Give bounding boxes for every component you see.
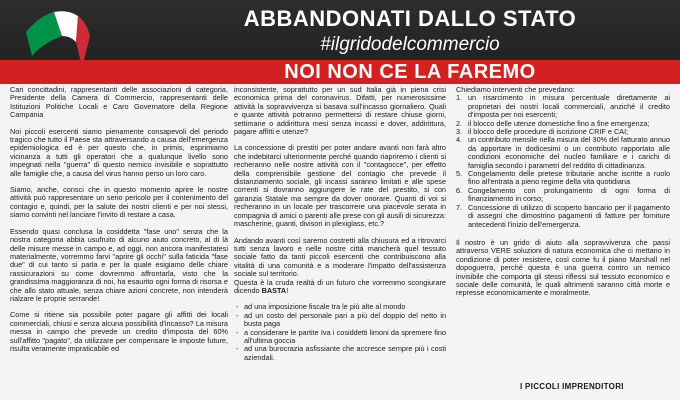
letter-body [0, 84, 680, 400]
paragraph: inconsistente, soprattutto per un sud Italia già in piena crisi economica prima del coronavirus. Difatti, per numerosissime attività la sopravvivenza si basava sull'incasso giornaliero. Quali e quante attività potranno permettersi di restare chiuse giorni, settimane o addirittura mesi senza incassi e dover, addirittura, pagare affitti e utenze? [234, 85, 446, 137]
list-item: 3. il blocco delle procedure di iscrizione CRIF e CAI; [456, 127, 629, 137]
paragraph: La concessione di prestiti per poter andare avanti non farà altro che indebitarci ulteriormente perché quando riapriremo i clienti si recheranno nelle nostre attività con il "contagocce", per effetto della comprensibile gestione del contagio che prevede il distanziamento sociale, gli incassi saranno limitati e alle spese correnti si dovranno aggiungere le rate del prestito, si con garanzia Statale ma sempre da dover onorare. Quanti di voi si recheranno in un locale per trascorrere una piacevole serata in compagnia di amici o parenti alle prese con gli ausili di sicurezza: mascherine, guanti, divisori in plexiglass, etc.? [234, 143, 446, 229]
column-2 [234, 86, 446, 368]
column-3 [456, 86, 670, 306]
list-item: 2. il blocco delle utenze domestiche fino a fine emergenza; [456, 118, 650, 128]
paragraph: Andando avanti così saremo costretti alla chiusura ed a ritrovarci tutti senza lavoro e nelle nostre città mancherà quel tessuto sociale fatto da tanti piccoli esercenti che contribuiscono alla vitalità di una comunità e a moderare l'impatto dell'assistenza sociale sul territorio. [234, 235, 446, 279]
list-item: 7. Concessione di utilizzo di scoperto bancario per il pagamento di assegni che dimostrino pagamenti di fatture per forniture antecedenti l'inizio dell'emergenza. [456, 202, 670, 229]
paragraph: Cari concittadini, rappresentanti delle associazioni di categoria, Presidente della Camera di Commercio, rappresentanti delle Istituzioni Politiche Locali e Caro Governatore della Regione Campania [10, 85, 228, 120]
list-item: 1. un risarcimento in misura percentuale direttamente ai proprietari dei nostri locali commerciali, anziché il credito d'imposta per noi esercenti; [456, 93, 670, 120]
banner-text: NOI NON CE LA FAREMO [284, 61, 536, 83]
header [0, 0, 680, 84]
paragraph: Essendo quasi conclusa la cosiddetta "fase uno" senza che la nostra categoria abbia usufruito di alcuno aiuto concreto, al di là delle misure messe in campo e, ad oggi, non ancora manifestatesi materialmente, vorremmo farvi "aprire gli occhi" sulla faticida "fase due" di cui tanto si parla e per la quale esigiamo delle chiare rassicurazioni su come dovremmo affrontarla, visto che la grandissima maggioranza di noi, ha esaurito ogni forma di risorsa e che allo stato attuale, senza chiare azioni concrete, non intenderà rialzare le proprie serrande! [10, 226, 228, 303]
list-item: - a considerare le partite Iva i cosiddetti limoni da spremere fino all'ultima goccia [234, 329, 446, 346]
page-title: ABBANDONATI DALLO STATO [243, 6, 577, 31]
paragraph: Noi piccoli esercenti siamo pienamente consapevoli del periodo tragico che tutto il Paese sta attraversando a causa dell'emergenza epidemiologica ed è per questo che, in primis, esprimiamo vicinanza a tutti gli operatori che a qualunque livello sono impegnati nella "guerra" di questo nemico invisibile e soprattutto alle famiglie che, a causa del virus hanno perso un loro caro. [10, 126, 228, 178]
list-item: 5. Congelamento delle pretese tributarie anche iscritte a ruolo fino all'entrata a pieno regime della vita quotidiana [456, 169, 670, 187]
list-item: - ad una burocrazia asfissiante che accresce sempre più i costi aziendali. [234, 345, 446, 362]
bullet-list [234, 303, 446, 362]
list-item: - ad un costo del personale pari a più del doppio del netto in busta paga [234, 312, 446, 329]
paragraph: Siamo, anche, consci che in questo momento aprire le nostre attività può rappresentare un serio pericolo per il contenimento del contagio e, quindi, per la salute dei nostri clienti e per noi stessi, siamo convinti nel lanciare l'invito di restare a casa. [10, 185, 228, 220]
list-item: 6. Congelamento con prolungamento di ogni forma di finanziamento in corso; [456, 185, 670, 204]
basta-emphasis: BASTA [261, 285, 287, 295]
requests-list [456, 94, 670, 229]
hashtag: #ilgridodelcommercio [320, 34, 500, 55]
list-item: - ad una imposizione fiscale tra le più alte al mondo [234, 303, 446, 311]
requests-intro: Chiediamo interventi che prevedano: [456, 85, 575, 94]
list-item: 4. un contributo mensile nella misura del 30% del fatturato annuo da apportare in dodicesimi o un contributo rapportato alle condizioni economiche del nucleo familiare e i carichi di famiglia secondo i parametri del reddito di cittadinanza. [456, 135, 671, 170]
signature: I PICCOLI IMPRENDITORI [520, 382, 624, 391]
column-1 [10, 86, 228, 361]
closing-paragraph: Il nostro è un grido di aiuto alla sopravvivenza che passi attraverso VERE soluzioni di natura economica che ci mettano in condizione di poter resistere, così come fu il piano Marshall nel dopoguerra, perché questa è una guerra contro un nemico invisibile che comporta gli stessi riflessi sul tessuto economico e sociale delle comunità, le quali altrimenti saranno città morte e represse economicamente e moralmente. [456, 237, 670, 298]
red-banner [0, 60, 680, 84]
closing-line: Questa è la cruda realtà di un futuro che vorremmo scongiurare dicendo BASTA! [234, 277, 446, 295]
paragraph: Come si ritiene sia possibile poter pagare gli affitti dei locali commerciali, chiusi e senza alcuna possibilità d'incasso? La misura messa in campo che prevede un credito d'imposta del 60% sull'affitto "pagato", da utilizzare per compensare le imposte future, risulta veramente impraticabile ed [10, 310, 228, 353]
